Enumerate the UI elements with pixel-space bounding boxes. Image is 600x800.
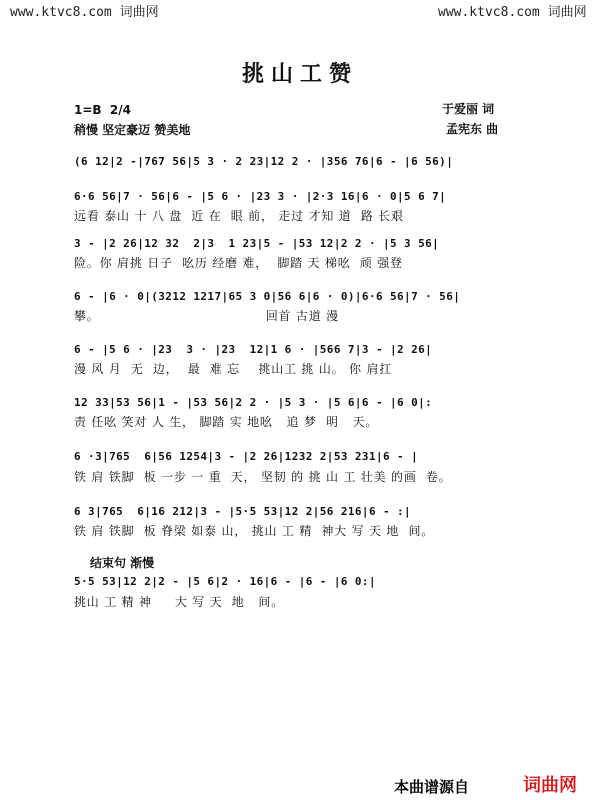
- notation-row-8: 6 3|765 6|16 212|3 - |5·5 53|12 2|56 216|6 - :|: [74, 505, 412, 518]
- lyric-row-2: 远看 泰山 十 八 盘 近 在 眼 前， 走过 才知 道 路 长艰: [74, 209, 404, 223]
- ending-note: 结束句 渐慢: [90, 556, 155, 570]
- lyric-row-6: 责 任吆 笑对 人 生， 脚踏 实 地吆 追 梦 明 天。: [74, 415, 379, 429]
- site-logo[interactable]: 词曲网: [523, 775, 577, 796]
- tempo-marking: 稍慢 坚定豪迈 赞美地: [74, 123, 191, 137]
- notation-row-2: 6·6 56|7 · 56|6 - |5 6 · |23 3 · |2·3 16|6 · 0|5 6 7|: [74, 190, 447, 203]
- notation-row-1: (6 12|2 -|767 56|5 3 · 2 23|12 2 · |356 76|6 - |6 56)|: [74, 155, 454, 168]
- notation-row-7: 6 ·3|765 6|56 1254|3 - |2 26|1232 2|53 231|6 - |: [74, 450, 419, 463]
- notation-row-5: 6 - |5 6 · |23 3 · |23 12|1 6 · |566 7|3 - |2 26|: [74, 343, 433, 356]
- lyric-row-7: 铁 肩 铁脚 板 一步 一 重 天， 坚韧 的 挑 山 工 壮美 的画 卷。: [74, 470, 452, 484]
- notation-row-3: 3 - |2 26|12 32 2|3 1 23|5 - |53 12|2 2 · |5 3 56|: [74, 237, 440, 250]
- source-label: 本曲谱源自: [394, 778, 470, 796]
- notation-row-4: 6 - |6 · 0|(3212 1217|65 3 0|56 6|6 · 0)|6·6 56|7 · 56|: [74, 290, 461, 303]
- lyric-row-5: 漫 风 月 无 边， 最 难 忘 挑山工 挑 山。 你 肩扛: [74, 362, 393, 376]
- lyric-row-3: 险。你 肩挑 日子 吆历 经磨 难， 脚踏 天 梯吆 顽 强登: [74, 256, 403, 270]
- notation-row-9: 5·5 53|12 2|2 - |5 6|2 · 16|6 - |6 - |6 0:|: [74, 575, 376, 588]
- site-header-right: www.ktvc8.com 词曲网: [438, 5, 587, 20]
- lyric-row-9: 挑山 工 精 神 大 写 天 地 间。: [74, 595, 285, 609]
- song-title: 挑山工赞: [241, 62, 358, 87]
- site-header-left: www.ktvc8.com 词曲网: [10, 5, 159, 20]
- lyric-row-8: 铁 肩 铁脚 板 脊梁 如泰 山， 挑山 工 精 神大 写 天 地 间。: [74, 524, 435, 538]
- key-signature: 1=B 2/4: [74, 103, 131, 117]
- notation-row-6: 12 33|53 56|1 - |53 56|2 2 · |5 3 · |5 6|6 - |6 0|:: [74, 396, 433, 409]
- lyric-row-4: 攀。 回首 古道 漫: [74, 309, 339, 323]
- composer-credit: 孟宪东 曲: [446, 122, 499, 136]
- lyricist-credit: 于爱丽 词: [442, 102, 495, 116]
